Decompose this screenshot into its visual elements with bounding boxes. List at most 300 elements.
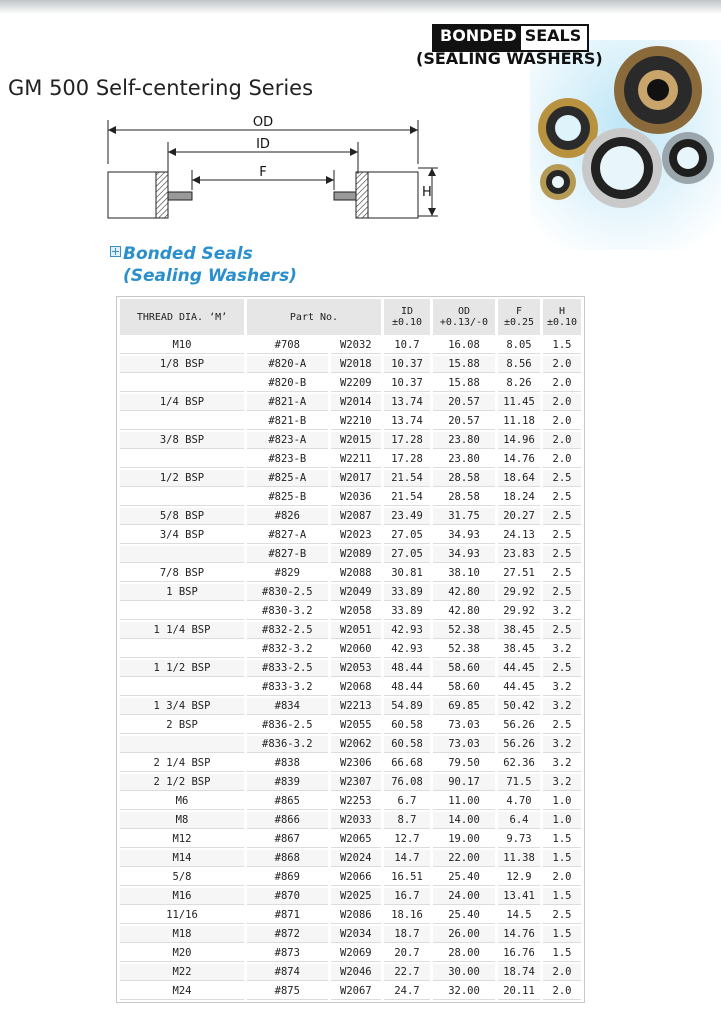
table-row: [120, 356, 581, 373]
f-cell: 4.70: [498, 793, 540, 810]
h-cell: 3.2: [543, 641, 581, 658]
part-no-cell: #874: [247, 964, 328, 981]
table-row: [120, 717, 581, 734]
f-cell: 9.73: [498, 831, 540, 848]
id-cell: 12.7: [384, 831, 430, 848]
od-cell: 26.00: [433, 926, 495, 943]
table-row: [120, 926, 581, 943]
f-cell: 8.56: [498, 356, 540, 373]
table-row: [120, 945, 581, 962]
col-id: ID ±0.10: [384, 299, 430, 335]
f-cell: 14.5: [498, 907, 540, 924]
thread-dia-cell: M24: [120, 983, 244, 1000]
od-cell: 30.00: [433, 964, 495, 981]
table-row: [120, 907, 581, 924]
part-code-cell: W2065: [331, 831, 381, 848]
od-cell: 69.85: [433, 698, 495, 715]
part-no-cell: #872: [247, 926, 328, 943]
f-cell: 18.64: [498, 470, 540, 487]
od-cell: 32.00: [433, 983, 495, 1000]
part-no-cell: #833-3.2: [247, 679, 328, 696]
thread-dia-cell: 3/4 BSP: [120, 527, 244, 544]
thread-dia-cell: [120, 679, 244, 696]
f-cell: 24.13: [498, 527, 540, 544]
part-no-cell: #827-A: [247, 527, 328, 544]
table-row: [120, 888, 581, 905]
part-code-cell: W2306: [331, 755, 381, 772]
table-row: [120, 489, 581, 506]
f-cell: 71.5: [498, 774, 540, 791]
h-cell: 2.5: [543, 565, 581, 582]
table-row: [120, 584, 581, 601]
h-cell: 2.5: [543, 546, 581, 563]
id-cell: 22.7: [384, 964, 430, 981]
f-cell: 62.36: [498, 755, 540, 772]
col-h: H ±0.10: [543, 299, 581, 335]
id-cell: 27.05: [384, 527, 430, 544]
thread-dia-cell: [120, 641, 244, 658]
thread-dia-cell: 1/8 BSP: [120, 356, 244, 373]
col-od: OD +0.13/-0: [433, 299, 495, 335]
id-cell: 20.7: [384, 945, 430, 962]
id-cell: 10.37: [384, 356, 430, 373]
f-cell: 56.26: [498, 717, 540, 734]
h-cell: 1.5: [543, 850, 581, 867]
od-cell: 15.88: [433, 375, 495, 392]
f-cell: 11.38: [498, 850, 540, 867]
table-row: [120, 660, 581, 677]
id-cell: 21.54: [384, 489, 430, 506]
thread-dia-cell: M14: [120, 850, 244, 867]
id-cell: 6.7: [384, 793, 430, 810]
thread-dia-cell: [120, 489, 244, 506]
od-cell: 25.40: [433, 869, 495, 886]
part-code-cell: W2058: [331, 603, 381, 620]
part-no-cell: #869: [247, 869, 328, 886]
f-cell: 29.92: [498, 603, 540, 620]
part-code-cell: W2032: [331, 337, 381, 354]
part-code-cell: W2210: [331, 413, 381, 430]
h-cell: 3.2: [543, 603, 581, 620]
specs-table: [116, 296, 585, 1003]
part-no-cell: #832-2.5: [247, 622, 328, 639]
part-code-cell: W2211: [331, 451, 381, 468]
f-cell: 38.45: [498, 622, 540, 639]
f-cell: 6.4: [498, 812, 540, 829]
part-no-cell: #830-3.2: [247, 603, 328, 620]
h-cell: 2.5: [543, 489, 581, 506]
od-cell: 90.17: [433, 774, 495, 791]
bonded-seals-photo: [530, 40, 721, 250]
od-cell: 24.00: [433, 888, 495, 905]
h-cell: 2.5: [543, 584, 581, 601]
id-cell: 66.68: [384, 755, 430, 772]
od-label: OD: [252, 115, 274, 130]
thread-dia-cell: M16: [120, 888, 244, 905]
part-code-cell: W2017: [331, 470, 381, 487]
od-cell: 28.00: [433, 945, 495, 962]
thread-dia-cell: M12: [120, 831, 244, 848]
thread-dia-cell: M20: [120, 945, 244, 962]
part-no-cell: #834: [247, 698, 328, 715]
f-cell: 13.41: [498, 888, 540, 905]
h-cell: 1.5: [543, 945, 581, 962]
brand-subtitle: (SEALING WASHERS): [416, 49, 603, 68]
f-cell: 50.42: [498, 698, 540, 715]
h-cell: 2.0: [543, 413, 581, 430]
part-code-cell: W2066: [331, 869, 381, 886]
h-cell: 1.0: [543, 812, 581, 829]
part-no-cell: #838: [247, 755, 328, 772]
id-cell: 42.93: [384, 641, 430, 658]
id-cell: 13.74: [384, 413, 430, 430]
id-cell: 42.93: [384, 622, 430, 639]
f-cell: 14.96: [498, 432, 540, 449]
f-cell: 20.27: [498, 508, 540, 525]
od-cell: 31.75: [433, 508, 495, 525]
od-cell: 19.00: [433, 831, 495, 848]
h-cell: 2.0: [543, 869, 581, 886]
part-no-cell: #836-2.5: [247, 717, 328, 734]
h-cell: 1.5: [543, 831, 581, 848]
part-no-cell: #825-A: [247, 470, 328, 487]
h-cell: 1.5: [543, 888, 581, 905]
id-cell: 76.08: [384, 774, 430, 791]
f-cell: 11.45: [498, 394, 540, 411]
part-code-cell: W2053: [331, 660, 381, 677]
part-code-cell: W2068: [331, 679, 381, 696]
part-code-cell: W2025: [331, 888, 381, 905]
top-gradient-band: [0, 0, 721, 14]
part-no-cell: #830-2.5: [247, 584, 328, 601]
page-title: GM 500 Self-centering Series: [8, 76, 314, 100]
part-code-cell: W2307: [331, 774, 381, 791]
thread-dia-cell: 2 BSP: [120, 717, 244, 734]
part-code-cell: W2089: [331, 546, 381, 563]
part-code-cell: W2015: [331, 432, 381, 449]
table-row: [120, 831, 581, 848]
thread-dia-cell: 5/8: [120, 869, 244, 886]
h-cell: 2.5: [543, 717, 581, 734]
od-cell: 20.57: [433, 394, 495, 411]
part-code-cell: W2033: [331, 812, 381, 829]
f-cell: 38.45: [498, 641, 540, 658]
thread-dia-cell: M6: [120, 793, 244, 810]
od-cell: 79.50: [433, 755, 495, 772]
part-code-cell: W2023: [331, 527, 381, 544]
part-code-cell: W2253: [331, 793, 381, 810]
part-code-cell: W2051: [331, 622, 381, 639]
col-part-no: Part No.: [247, 299, 381, 335]
id-cell: 16.51: [384, 869, 430, 886]
table-row: [120, 394, 581, 411]
table-row: [120, 983, 581, 1000]
od-cell: 58.60: [433, 660, 495, 677]
part-code-cell: W2018: [331, 356, 381, 373]
part-code-cell: W2036: [331, 489, 381, 506]
table-row: [120, 793, 581, 810]
thread-dia-cell: 7/8 BSP: [120, 565, 244, 582]
id-cell: 10.37: [384, 375, 430, 392]
col-thread-dia: THREAD DIA. ‘M’: [120, 299, 244, 335]
table-row: [120, 869, 581, 886]
h-cell: 1.5: [543, 337, 581, 354]
part-no-cell: #839: [247, 774, 328, 791]
thread-dia-cell: M10: [120, 337, 244, 354]
h-cell: 3.2: [543, 755, 581, 772]
h-cell: 2.5: [543, 622, 581, 639]
thread-dia-cell: 1 3/4 BSP: [120, 698, 244, 715]
part-no-cell: #823-A: [247, 432, 328, 449]
table-row: [120, 641, 581, 658]
thread-dia-cell: 3/8 BSP: [120, 432, 244, 449]
f-cell: 11.18: [498, 413, 540, 430]
h-cell: 2.0: [543, 356, 581, 373]
table-row: [120, 508, 581, 525]
thread-dia-cell: 2 1/2 BSP: [120, 774, 244, 791]
h-cell: 2.5: [543, 508, 581, 525]
f-cell: 56.26: [498, 736, 540, 753]
part-code-cell: W2209: [331, 375, 381, 392]
thread-dia-cell: [120, 375, 244, 392]
table-row: [120, 755, 581, 772]
od-cell: 73.03: [433, 717, 495, 734]
thread-dia-cell: 1 1/2 BSP: [120, 660, 244, 677]
od-cell: 23.80: [433, 432, 495, 449]
thread-dia-cell: 1/2 BSP: [120, 470, 244, 487]
part-code-cell: W2055: [331, 717, 381, 734]
thread-dia-cell: 1 1/4 BSP: [120, 622, 244, 639]
table-row: [120, 375, 581, 392]
part-no-cell: #829: [247, 565, 328, 582]
h-cell: 2.0: [543, 394, 581, 411]
h-cell: 1.0: [543, 793, 581, 810]
id-cell: 17.28: [384, 451, 430, 468]
id-cell: 60.58: [384, 736, 430, 753]
table-row: [120, 774, 581, 791]
id-cell: 18.16: [384, 907, 430, 924]
f-cell: 14.76: [498, 926, 540, 943]
part-code-cell: W2034: [331, 926, 381, 943]
thread-dia-cell: M22: [120, 964, 244, 981]
part-code-cell: W2049: [331, 584, 381, 601]
f-cell: 16.76: [498, 945, 540, 962]
h-label: H: [422, 185, 432, 200]
part-no-cell: #821-B: [247, 413, 328, 430]
id-cell: 54.89: [384, 698, 430, 715]
col-f: F ±0.25: [498, 299, 540, 335]
id-cell: 8.7: [384, 812, 430, 829]
od-cell: 14.00: [433, 812, 495, 829]
f-cell: 8.26: [498, 375, 540, 392]
h-cell: 2.5: [543, 527, 581, 544]
part-code-cell: W2060: [331, 641, 381, 658]
thread-dia-cell: [120, 603, 244, 620]
h-cell: 2.5: [543, 907, 581, 924]
f-cell: 12.9: [498, 869, 540, 886]
id-cell: 21.54: [384, 470, 430, 487]
table-row: [120, 413, 581, 430]
od-cell: 38.10: [433, 565, 495, 582]
h-cell: 2.0: [543, 983, 581, 1000]
id-cell: 30.81: [384, 565, 430, 582]
h-cell: 2.5: [543, 660, 581, 677]
id-cell: 48.44: [384, 679, 430, 696]
thread-dia-cell: M18: [120, 926, 244, 943]
table-row: [120, 622, 581, 639]
table-row: [120, 565, 581, 582]
id-cell: 16.7: [384, 888, 430, 905]
f-cell: 18.74: [498, 964, 540, 981]
thread-dia-cell: M8: [120, 812, 244, 829]
h-cell: 2.0: [543, 375, 581, 392]
h-cell: 2.0: [543, 964, 581, 981]
f-cell: 27.51: [498, 565, 540, 582]
id-cell: 18.7: [384, 926, 430, 943]
id-cell: 23.49: [384, 508, 430, 525]
f-cell: 14.76: [498, 451, 540, 468]
f-cell: 44.45: [498, 660, 540, 677]
od-cell: 23.80: [433, 451, 495, 468]
id-cell: 10.7: [384, 337, 430, 354]
table-row: [120, 527, 581, 544]
table-row: [120, 432, 581, 449]
id-cell: 24.7: [384, 983, 430, 1000]
part-code-cell: W2087: [331, 508, 381, 525]
id-cell: 33.89: [384, 603, 430, 620]
part-no-cell: #833-2.5: [247, 660, 328, 677]
part-no-cell: #820-B: [247, 375, 328, 392]
od-cell: 15.88: [433, 356, 495, 373]
section-title-line1: Bonded Seals: [123, 244, 253, 264]
f-cell: 8.05: [498, 337, 540, 354]
part-no-cell: #871: [247, 907, 328, 924]
od-cell: 25.40: [433, 907, 495, 924]
part-no-cell: #865: [247, 793, 328, 810]
od-cell: 34.93: [433, 546, 495, 563]
thread-dia-cell: [120, 546, 244, 563]
part-no-cell: #868: [247, 850, 328, 867]
table-row: [120, 964, 581, 981]
od-cell: 42.80: [433, 603, 495, 620]
part-code-cell: W2086: [331, 907, 381, 924]
h-cell: 2.5: [543, 470, 581, 487]
thread-dia-cell: [120, 413, 244, 430]
table-row: [120, 337, 581, 354]
table-row: [120, 546, 581, 563]
part-no-cell: #867: [247, 831, 328, 848]
part-code-cell: W2024: [331, 850, 381, 867]
id-cell: 17.28: [384, 432, 430, 449]
od-cell: 22.00: [433, 850, 495, 867]
od-cell: 28.58: [433, 470, 495, 487]
od-cell: 42.80: [433, 584, 495, 601]
f-cell: 20.11: [498, 983, 540, 1000]
thread-dia-cell: 2 1/4 BSP: [120, 755, 244, 772]
part-no-cell: #866: [247, 812, 328, 829]
part-code-cell: W2062: [331, 736, 381, 753]
part-no-cell: #820-A: [247, 356, 328, 373]
id-cell: 14.7: [384, 850, 430, 867]
part-no-cell: #825-B: [247, 489, 328, 506]
part-no-cell: #821-A: [247, 394, 328, 411]
part-code-cell: W2067: [331, 983, 381, 1000]
f-cell: 18.24: [498, 489, 540, 506]
f-cell: 23.83: [498, 546, 540, 563]
od-cell: 28.58: [433, 489, 495, 506]
part-no-cell: #875: [247, 983, 328, 1000]
part-code-cell: W2069: [331, 945, 381, 962]
table-row: [120, 812, 581, 829]
id-cell: 27.05: [384, 546, 430, 563]
thread-dia-cell: 5/8 BSP: [120, 508, 244, 525]
od-cell: 52.38: [433, 641, 495, 658]
section-title-line2: (Sealing Washers): [123, 266, 297, 286]
od-cell: 11.00: [433, 793, 495, 810]
id-cell: 60.58: [384, 717, 430, 734]
h-cell: 3.2: [543, 774, 581, 791]
table-row: [120, 850, 581, 867]
thread-dia-cell: 11/16: [120, 907, 244, 924]
h-cell: 2.0: [543, 451, 581, 468]
table-row: [120, 698, 581, 715]
thread-dia-cell: [120, 451, 244, 468]
brand-logo: [432, 24, 589, 52]
part-no-cell: #823-B: [247, 451, 328, 468]
od-cell: 73.03: [433, 736, 495, 753]
dimension-diagram: [100, 112, 440, 232]
h-cell: 2.0: [543, 432, 581, 449]
od-cell: 16.08: [433, 337, 495, 354]
part-code-cell: W2046: [331, 964, 381, 981]
id-cell: 48.44: [384, 660, 430, 677]
thread-dia-cell: 1/4 BSP: [120, 394, 244, 411]
part-code-cell: W2014: [331, 394, 381, 411]
od-cell: 52.38: [433, 622, 495, 639]
part-code-cell: W2088: [331, 565, 381, 582]
table-row: [120, 603, 581, 620]
brand-word-bonded: BONDED: [434, 26, 521, 50]
part-no-cell: #708: [247, 337, 328, 354]
h-cell: 1.5: [543, 926, 581, 943]
id-cell: 33.89: [384, 584, 430, 601]
f-cell: 29.92: [498, 584, 540, 601]
h-cell: 3.2: [543, 698, 581, 715]
od-cell: 58.60: [433, 679, 495, 696]
part-no-cell: #836-3.2: [247, 736, 328, 753]
od-cell: 34.93: [433, 527, 495, 544]
table-row: [120, 470, 581, 487]
part-no-cell: #873: [247, 945, 328, 962]
brand-word-seals: SEALS: [521, 26, 588, 50]
id-cell: 13.74: [384, 394, 430, 411]
id-label: ID: [256, 137, 270, 152]
thread-dia-cell: 1 BSP: [120, 584, 244, 601]
part-no-cell: #832-3.2: [247, 641, 328, 658]
h-cell: 3.2: [543, 736, 581, 753]
part-no-cell: #827-B: [247, 546, 328, 563]
table-row: [120, 736, 581, 753]
expand-square-icon: [110, 246, 121, 257]
table-row: [120, 679, 581, 696]
f-cell: 44.45: [498, 679, 540, 696]
od-cell: 20.57: [433, 413, 495, 430]
f-label: F: [259, 165, 267, 180]
part-no-cell: #826: [247, 508, 328, 525]
table-row: [120, 451, 581, 468]
table-header-row: [120, 299, 581, 335]
h-cell: 3.2: [543, 679, 581, 696]
